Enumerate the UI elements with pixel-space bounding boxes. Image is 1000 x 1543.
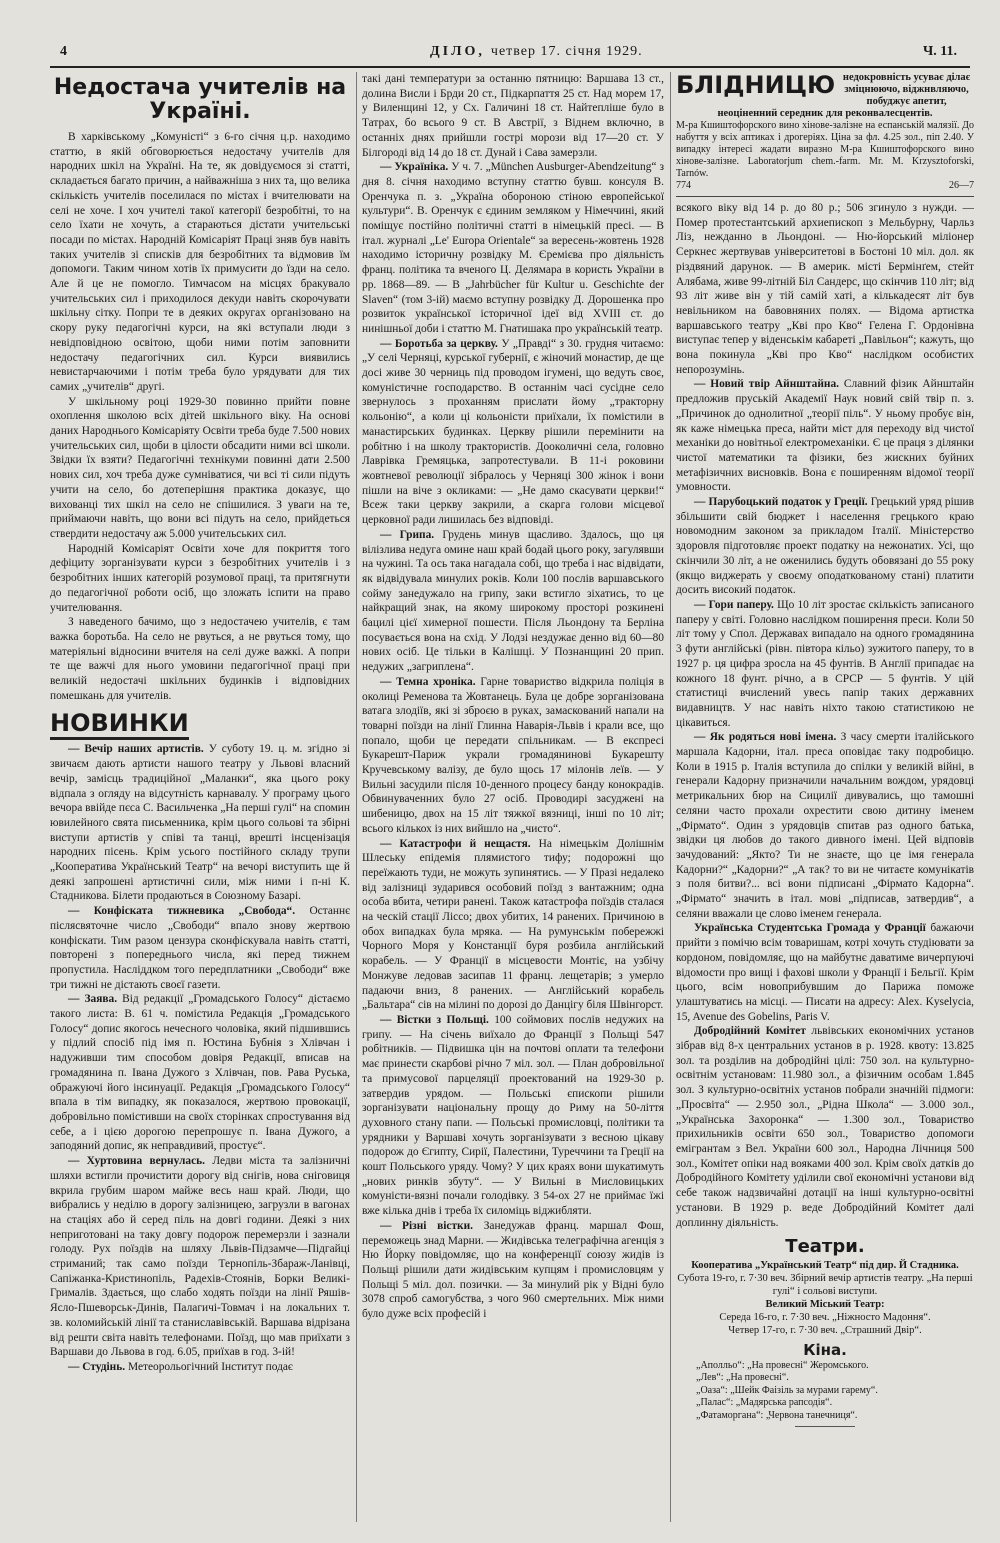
end-rule [795, 1426, 855, 1427]
cinema-line: „Лев“: „На провесні“. [696, 1372, 789, 1384]
theatre-line: Великий Міський Театр: [765, 1298, 885, 1310]
news-item-text: Останнє післясвяточне число „Свободи“ впало знову жертвою конфіскати. Тим разом цензура сконфіскувала навіть статті, повторені з попереднього числа, які перед тижнем пропустила. Насліддком того передплатники „Свободи“ вже три тижні не дістають своєї газети. [50, 905, 350, 991]
news-item-text: Занедужав франц. маршал Фош, переможець знад Марни. — Жидівська телеграфічна агенція з Ню Йорку повідомляє, що на конференції союзу жидів із Польщі рішили дати жидівським купцям і промисловцям у Польщі 5 міл. дол. позички. — За минулий рік у Відні було 3078 спроб самогубства, з чого 960 смертельних. Між ними було дуже всіх професій і [362, 1219, 664, 1321]
article-headline: Недостача учителів на Україні. [53, 75, 347, 124]
news-item-title: — Конфіската тижневика „Свобода“. [68, 905, 296, 918]
news-item-title: — Новий твір Айнштайна. [694, 378, 839, 391]
news-item-title: Українська Студентська Громада у Франції [694, 922, 926, 935]
news-item-title: — Темна хроніка. [380, 675, 476, 688]
news-item-text: Що 10 літ зростає скількість записаного паперу у світі. Головно наслідком поширення преси. Коли 50 літ тому у Спол. Державах випадало на одного громадянина 3 фути англійські (рівн. півтора кільо) зужитого паперу, то в 1927 р. ця цифра зросла на 45 фунтів. В Англії припадає на кожного 18 фунт. річно, а в СРСР — 5 фунтів. У цій статистиці вчислений увесь папір таких державних видавництв. У нас навіть ніхто такою статистикою не цікавиться. [676, 598, 974, 729]
news-item-title: — Студінь. [68, 1360, 126, 1373]
cinema-line: „Фатаморгана“: „Червона танечниця“. [696, 1409, 858, 1421]
page-header [50, 40, 965, 64]
column-divider [670, 72, 671, 1522]
theatre-line: Кооператива „Український Театр“ під дир. Й Стадника. [691, 1259, 959, 1271]
news-item-title: — Парубоцький податок у Греції. [694, 496, 868, 509]
section-heading-news: НОВИНКИ [50, 709, 189, 740]
news-item-title: — Хуртовина вернулась. [68, 1155, 206, 1168]
cinema-line: „Палас“: „Мадярська рапсодія“. [696, 1397, 833, 1409]
paragraph: Народній Комісаріят Освіти хоче для покриття того дефіциту зорганізувати курси з безробітних учителів і з безробітних інших категорій розумової праці, та притягнути до педагогічної роботи осіб, що зложать іспити на право учителювання. [50, 542, 350, 614]
cinema-line: „Оаза“: „Шейк Фаізіль за мурами гарему“. [696, 1384, 878, 1396]
theatre-line: Субота 19-го, г. 7·30 веч. Збірний вечір артистів театру. „На перші гулі“ і сольові виступи. [677, 1272, 973, 1297]
news-item-title: — Україніка. [380, 161, 449, 174]
ad-title: БЛІДНИЦЮ [676, 72, 836, 99]
header-rule [50, 66, 970, 68]
advertisement [676, 72, 974, 197]
column-divider [356, 72, 357, 1522]
theatres-heading: Театри. [785, 1236, 865, 1258]
news-item-text: 100 соймових послів недужих на грипу. — На січень виїхало до Франції з Польщі 547 робітників. — Підвишка цін на почтові оплати та телефони має принести скарбові річно 7 міл. зол. — План добровільної та примусової парцеляції проектований на 1929-30 р. затвердив урядом. — Польські єпископи рішили зорганізувати національну прощу до Риму на 50-ліття духовного стану папи. — Польські промисловці, політики та урядники у Варшаві хочуть зорганізувати з весною цікаву подорож до Єгипту, Сирії, Палестини, Туреччини та Греції на кошт Польського уряду. Чому? У цих краях вони шукатимуть „нових ринків збуту“. — У Вильні в Мисловицьких комуністи-вязні почали голодівку. З 54-ох 27 не приймає їжі вже кілька днів і треба їх силоміць віджибляти. [362, 1014, 664, 1218]
news-item-text: У „Правді“ з 30. грудня читаємо: „У селі Черняці, курської губернії, є жіночий монастир, де ще досі живе 30 черниць під проводом ігумені, що ведуть своє, комуністичне господарство. В останнім часі сусідне село звернулось з проханням прислати йому „тракторну кольонію“, а коли ці кольоністи приїхали, їх помістили в манастирських будинках. Церкву рішили перемінити на робітню і на школу трактористів. Дооколичні села, головно Лаврівка Гремяцька, запротестували. В 11-і роковини жовтневої революції зібралось у Черняці 300 жінок і вони пішли на віче з окликами: — „Не дамо скасувати церкви!“ Всеж таки церкву закрили, а скарга голови місцевої церковної ради лишилась без відповіді. [362, 337, 664, 527]
page-number: 4 [60, 44, 67, 59]
news-item-title: — Грипа. [380, 528, 435, 541]
newspaper-title: ДІЛО, [430, 44, 485, 59]
news-item-text: У ч. 7. „München Ausburger-Abendzeitung“ з дня 8. січня находимо вступну статтю бувш. консуля В. Оренчука п. з. „Україна обороною стіною европейської культури“. В. Оренчук є єдиним земляком у Німеччині, який поміщує постійно політичні статті в німецькій пресі. — В італ. журналі „Le' Europa Orientale“ за вересень-жовтень 1928 находимо історичну розвідку М. Єремієва про діяльність франц. політика та вченого Ц. Делямара в користь України в рр. 1868—89. — В „Jahrbücher für Kultur u. Geschichte der Slaven“ (том 3-ій) маємо вступну розвідку Д. Дорошенка про розвиток української історичної ідеї від XVIII ст. до нинішньої доби і статтю М. Гнатишака про українській театр. [362, 161, 664, 335]
ad-body [676, 120, 974, 192]
news-item-title: Добродійний Комітет [694, 1025, 806, 1038]
news-item-text: Грудень минув щасливо. Здалось, що ця вілізлива недуга омине наш край бодай цього року, загулявши на чужині. Та ось така нагадала собі, що треба і нас відвідати, як відвідувала минулих років. Коли 100 послів варшавського сойму занедужало на грипу, заки встигло зіхатись, то це найкращий знак, на якому широкому просторі розкинені бацилі цієї химерної пошести. Після Льондону та Берліна посувається вона на схід. У Лодзі нездужає денно від 60—80 нових осіб. Це тільки в Калішці. У Познанщині 20 прип. недужих „загриплена“. [362, 528, 664, 674]
ad-lead: недокровність усуває ділає зміцнюючо, віджнвляючо, побуджує апетит, неоціненний середник для реконвалесцентів. [717, 72, 971, 119]
paragraph: У шкільному році 1929-30 повинно прийти повне охоплення школою всіх дітей шкільного віку. На основі даних Народнього Комісаріяту Освіти треба буде 7.500 нових учительських сил, щоби в цілости обсадити ними всі школи. Звідки їх взяти? Педагогічні технікуми повинні дати 2.500 нових сил, хоч треба дуже сумніватися, чи всі ті сили підуть учити на село, бо дотеперішня практика доказує, що вихованці тих шкіл на село не спішилися. З уваги на те, приймаючи навіть, що вони всі підуть на село, прийдеться ствердити недостачу аж 5.000 учительських сил. [50, 395, 350, 540]
news-item-title: — Різні вістки. [380, 1219, 474, 1232]
cinema-line: „Аполльо“: „На провесні“ Жеромського. [696, 1359, 869, 1371]
news-item-text: Славний фізик Айнштайн предложив пруській Академії Наук новий свій твір п. з. „Причинок до однолитної „теорії піль“. У ньому пробує він, як каже німецька преса, найти міст для переходу від чистої механіки до новітньої електромеханіки. Є це праця з ділянки чистої математики та фізики, без жискних буйних метафізичних висновків. Вона є поширенням відомої теорії умовности. [676, 378, 974, 494]
issue-date: четвер 17. січня 1929. [490, 44, 643, 59]
theatre-line: Середа 16-го, г. 7·30 веч. „Ніжносто Мадоння“. [719, 1311, 931, 1323]
theatre-line: Четвер 17-го, г. 7·30 веч. „Страшний Двір“. [728, 1324, 922, 1336]
news-item-text: Ледви міста та залізничні шляхи встигли прочистити дорогу від снігів, нова сніговиця вкрила грубим шаром майже весь наш край. Люди, що вибрались у неділю в дорогу залізницею, загрузли в вагонах на стаціях або й серед піль на довгі години. Деякі з них неприготовані на таку довгу подорож перемерзли і зазнали голоду. Рух поїздів на шляху Львів-Підзамче—Підгайці стриманий; так само поїзди Тернопіль-Збараж-Ланівці, Сапіжанка-Кристинопіль, Радехів-Стоянів, Борки Великі-Грималів. Здається, що слабо ходять поїзди на лінії Ряшів-Ясло-Пшеворськ-Динів, Палагичі-Товмач і на локальних т. зв. коломийській лінії та станиславівській. Варшава відрізана від решти світа навіть телефонами. Поїзд, що мав приїхати з Варшави до Львова в год. 6.05, приїхав в год. 3-ій! [50, 1155, 350, 1359]
news-item-text: львівських економічних установ зібрав від 8-х центральних установ в р. 1928. квоту: 13.825 зол. та розділив на добродійні цілі: 750 зол. на культурно-освітнім установам: 11.980 зол., а фізичним особам 1.845 зол. З культурно-освітніх установ побрали значнійі підмоги: „Просвіта“ — 2.950 зол., „Рідна Школа“ — 3.000 зол., „Українська Захоронка“ — 1.300 зол., Товариство прихильників освіти 650 зол., Товариство допомоги емігрантам з Вел. України 600 зол., Народна Лічниця 500 зол., Комітет опіки над вояками 400 зол. Крім своїх датків до Добродійного Комітету уділили свої економічні установи від себе також надзвичайні дотації на інші культурно-освітні установи. В 1929 р. веде Добродійний Комітет далі доплинну діяльність. [676, 1025, 974, 1229]
news-item-text: Від редакції „Громадського Голосу“ дістаємо такого листа: В. 61 ч. помістила Редакція „Громадського Голосу“ допис якогось нечесного чоловіка, який підшившись у підлий спосіб під імя п. Юстина Бубнія з Хлівчан і надуживши тим способом довіря Редакції, вписав на громадянина п. Івана Дужого з Хлівчан, пов. Рава Руська, ображуючі його інсинуації. Редакція „Громадського Голосу“ впала в тім випадку, як показалося, жертвою провокації, добровільно помістивши на своїх сторінках спростування від себе, а і цією дорогою перепрошує п. Івана Дужого, а заподяний допис, як неправдивий, простує“. [50, 993, 350, 1153]
news-item-title: — Як родяться нові імена. [694, 731, 837, 744]
paragraph: всякого віку від 14 р. до 80 р.; 506 згинуло з нужди. — Помер протестантський архиепископ з Мельбурну, Чарльз Ліз, нежданно в Льондоні. — Ню-йорський міліонер Серкнес жертвував університетові в Бостоні 10 міл. дол. як різдвяний дарунок. — В америк. місті Бермінґем, стейт Алябама, живе 99-літній Біл Сандерс, що скінчив 110 літ; від 93 літ живе він у тій самій хаті, а кількадесят літ був невільником на бавовняних полях. — Відома артистка варшавського театру „Кві про Кво“ Гелена Г. Ордонівна виступає тепер у віденськім кабареті „Павільон“; кажуть, що вона покинула „Кві про Кво“ наслідком особистих непорозумінь. [676, 202, 974, 376]
news-item-title: — Боротьба за церкву. [380, 337, 498, 350]
news-item-text: Грецький уряд рішив збільшити свій бюджет і населення грецького краю новомодним законом за прикладом Італії. Міністерство здоровля підготовляє проект податку на нежонатих. Усі, що скінчили 30 літ, а не оженились будуть обовязані до 55 року (якщо виджерать у своєму оподаткованому стані) платити досить високий податок. [676, 496, 974, 597]
column-1 [50, 72, 350, 1522]
news-item-text: Гарне товариство відкрила поліція в околиці Ременова та Жовтанець. Була це добре зорганізована ватага злодіїв, які зі зброєю в руках, замаскований напали на товарні поїзди на лінії Глинна Наварія-Львів і крали все, що попало, щоби це передати спільникам. — В експресі Букарешт-Париж украли громадянинові Букарешту Кручевському валізу, де було щось 17 мілонів леїв. — У Вильні засудили після 10-денного процесу банду конокрадів. Обвинуваченних було 27 осіб. Проводирі засуджені на шибеницю, двох на 15 літ тяжкої вязниці, інші по 10 літ; всього кількох із них вийшло на „чисто“. [362, 675, 664, 835]
issue-number: Ч. 11. [922, 44, 957, 59]
column-2 [362, 72, 664, 1522]
news-item-text: На німецькім Долішнім Шлеську епідемія плямистого тифу; подорожні що переїжають туди, не можуть зупинятись. — У Празі недалеко від залізниці зударився особовий поїзд з вантажним; одна особа вбита, четири ранені. Також катастрофа поїздів сталася на ческій стації Ліссо; двох убитих, 14 ранених. Причиною в обох випадках була мряка. — На румунськім побережжі Чорного Моря у Констанції буря розбила англійський корабель. — У Франції в місцевости Монтіє, на узбічу Монжуве ледовав засипав 11 франц. лещетарів; з умерло падаючи вниз, 8 ранених. — Англійський корабель „Бальтара“ сів на мілині по дорозі до Данцігу біля Швінгорст. [362, 837, 664, 1012]
column-3 [676, 72, 974, 1522]
news-item-title: — Гори паперу. [694, 598, 774, 611]
masthead [430, 44, 643, 60]
ad-number-2: 26—7 [949, 180, 974, 191]
paragraph: В харківському „Комуністі“ з 6-го січня ц.р. находимо статтю, в якій обговорюється недостачу учителів для народних шкіл на Україні. На те, як довідуємося зі статті, складається багато причин, а найважніша з них та, що велика скількість учителів поселилася по містах і вчителювати на селі не хоче. І хоч учителі такої категорії безробітні, то на село їхати не хочуть, а стараються дістати учительські посади по містах. Народній Комісаріят Праці зняв був навіть таких учителів зі списків для безробітних та відмовив їм допомоги. Таким чином хотів їх примусити до їзди на село. Але й це не помогло. Тимчасом на місцях бракувало учительських сил і приходилося декуди навіть скорочувати шкільну сітку. Попри те в деяких округах організовано на скору руку педагогічні курси, на які вступали люди з невідповідною освітою, щоби ними потім заповнити недостачу педагогічних сил. Курси виявились невистарчаючими і потім треба було урядувати для тих самих „учителів“ другі. [50, 131, 350, 393]
paragraph: такі дані температури за останню пятницю: Варшава 13 ст., долина Висли і Брди 20 ст., Підкарпаття 25 ст. Над морем 17, у Виленщині 12, у Сх. Галичині 18 ст. Найтепліше було в Татрах, бо всього 9 ст. В Австрії, з Віднем включно, в останніх днях прийшли гострі морози від 17—20 ст. У Білгороді від 14 до 18 ст. Дунай і Сава замерзли. [362, 73, 664, 159]
news-item-text: Метеорольогічний Інститут подає [127, 1360, 293, 1373]
cinemas-heading: Кіна. [803, 1340, 847, 1359]
news-item-text: З часу смерти італійського маршала Кадорни, італ. преса оповідає таку подробицю. Коли в 1915 р. Італія вступила до спілки у великій війні, в генерали Кадорну призначили начальним вождом, урядовці метрикальних бюр на Сицилії дивувались, що тамошні селяни часто прохали охрестити свою дитину іменем „Фірмато“. Один з урядовців спитав раз одного батька, звідки ця любов до такого дивного імені. Цей відповів зачудований: „Якто? Ти не знаєте, що це імя генерала Кадорни?“ „Кадорни?“ „А так? то ви не читаєте комунікатів з поля битви?... всі вони підписані „Фірмато Кадорна“. „Фірмато“ значить в італ. мові „підписав, затвердив“, а селяни вважали це слово іменем генерала. [676, 731, 974, 920]
news-item-text: У суботу 19. ц. м. згідно зі звичаєм дають артисти нашого театру у Львові власний вечір, замісць традиційної „Маланки“, яка цього року відпала з огляду на відсутність карнавалу. У програму цього вечора ввійде пєса С. Васильченка „На перші гулі“ на спомин ювилейного свята письменника, крім цього сольові та збірні виступи артистів у співі та танці, врешті інсценізація народних пісень. Крім усього постійного складу трупи „Кооператива Український Театр“ на вечорі виступить ще й деякі запрошені артистичні сили, між ними і п-ні К. Стадникова. Білети продаються в Союзному Базарі. [50, 743, 350, 903]
ad-body-text: М-ра Кшиштофорского вино хінове-залізне на еспанській малязії. До набуття у всіх аптиках і дрогеріях. Ціна за фл. 4.25 зол., піп 2.40. У випадку інтересі жадати виразно М-ра Кшиштофорского вино хінове-залізне. Laboratorjum chem.-farm. Mr. M. Krzysztoforski, Tarnów. [676, 120, 974, 179]
news-item-title: — Катастрофи й нещастя. [380, 837, 531, 850]
ad-number: 774 [676, 180, 691, 191]
news-item-text: бажаючи прийти з помічю всім товаришам, котрі хочуть студіювати за кордоном, повідомляє, що на майбутнє даватиме вичерпуючі відомости про вищі і фахові школи у Франції і Бельгії. Крім цього, всім новоприбувшим до Парижа поможе улаштуватись на місці. — Писати на адресу: Alex. Kyselycia, 15, Avenue des Gobelins, Paris V. [676, 922, 974, 1023]
paragraph: З наведеного бачимо, що з недостачею учителів, є там важка боротьба. На село не рвуться, а не рвуться тому, що матеріяльні відносини вчителя на селі дуже важкі. А попри те ще важчі для нього умовини педагогічної праці при великій недостачі шкільних будинків і відповідних помешкань для учителів. [50, 616, 350, 702]
news-item-title: — Вістки з Польщі. [380, 1014, 489, 1026]
news-item-title: — Вечір наших артистів. [68, 743, 204, 756]
news-item-title: — Заява. [68, 993, 118, 1006]
